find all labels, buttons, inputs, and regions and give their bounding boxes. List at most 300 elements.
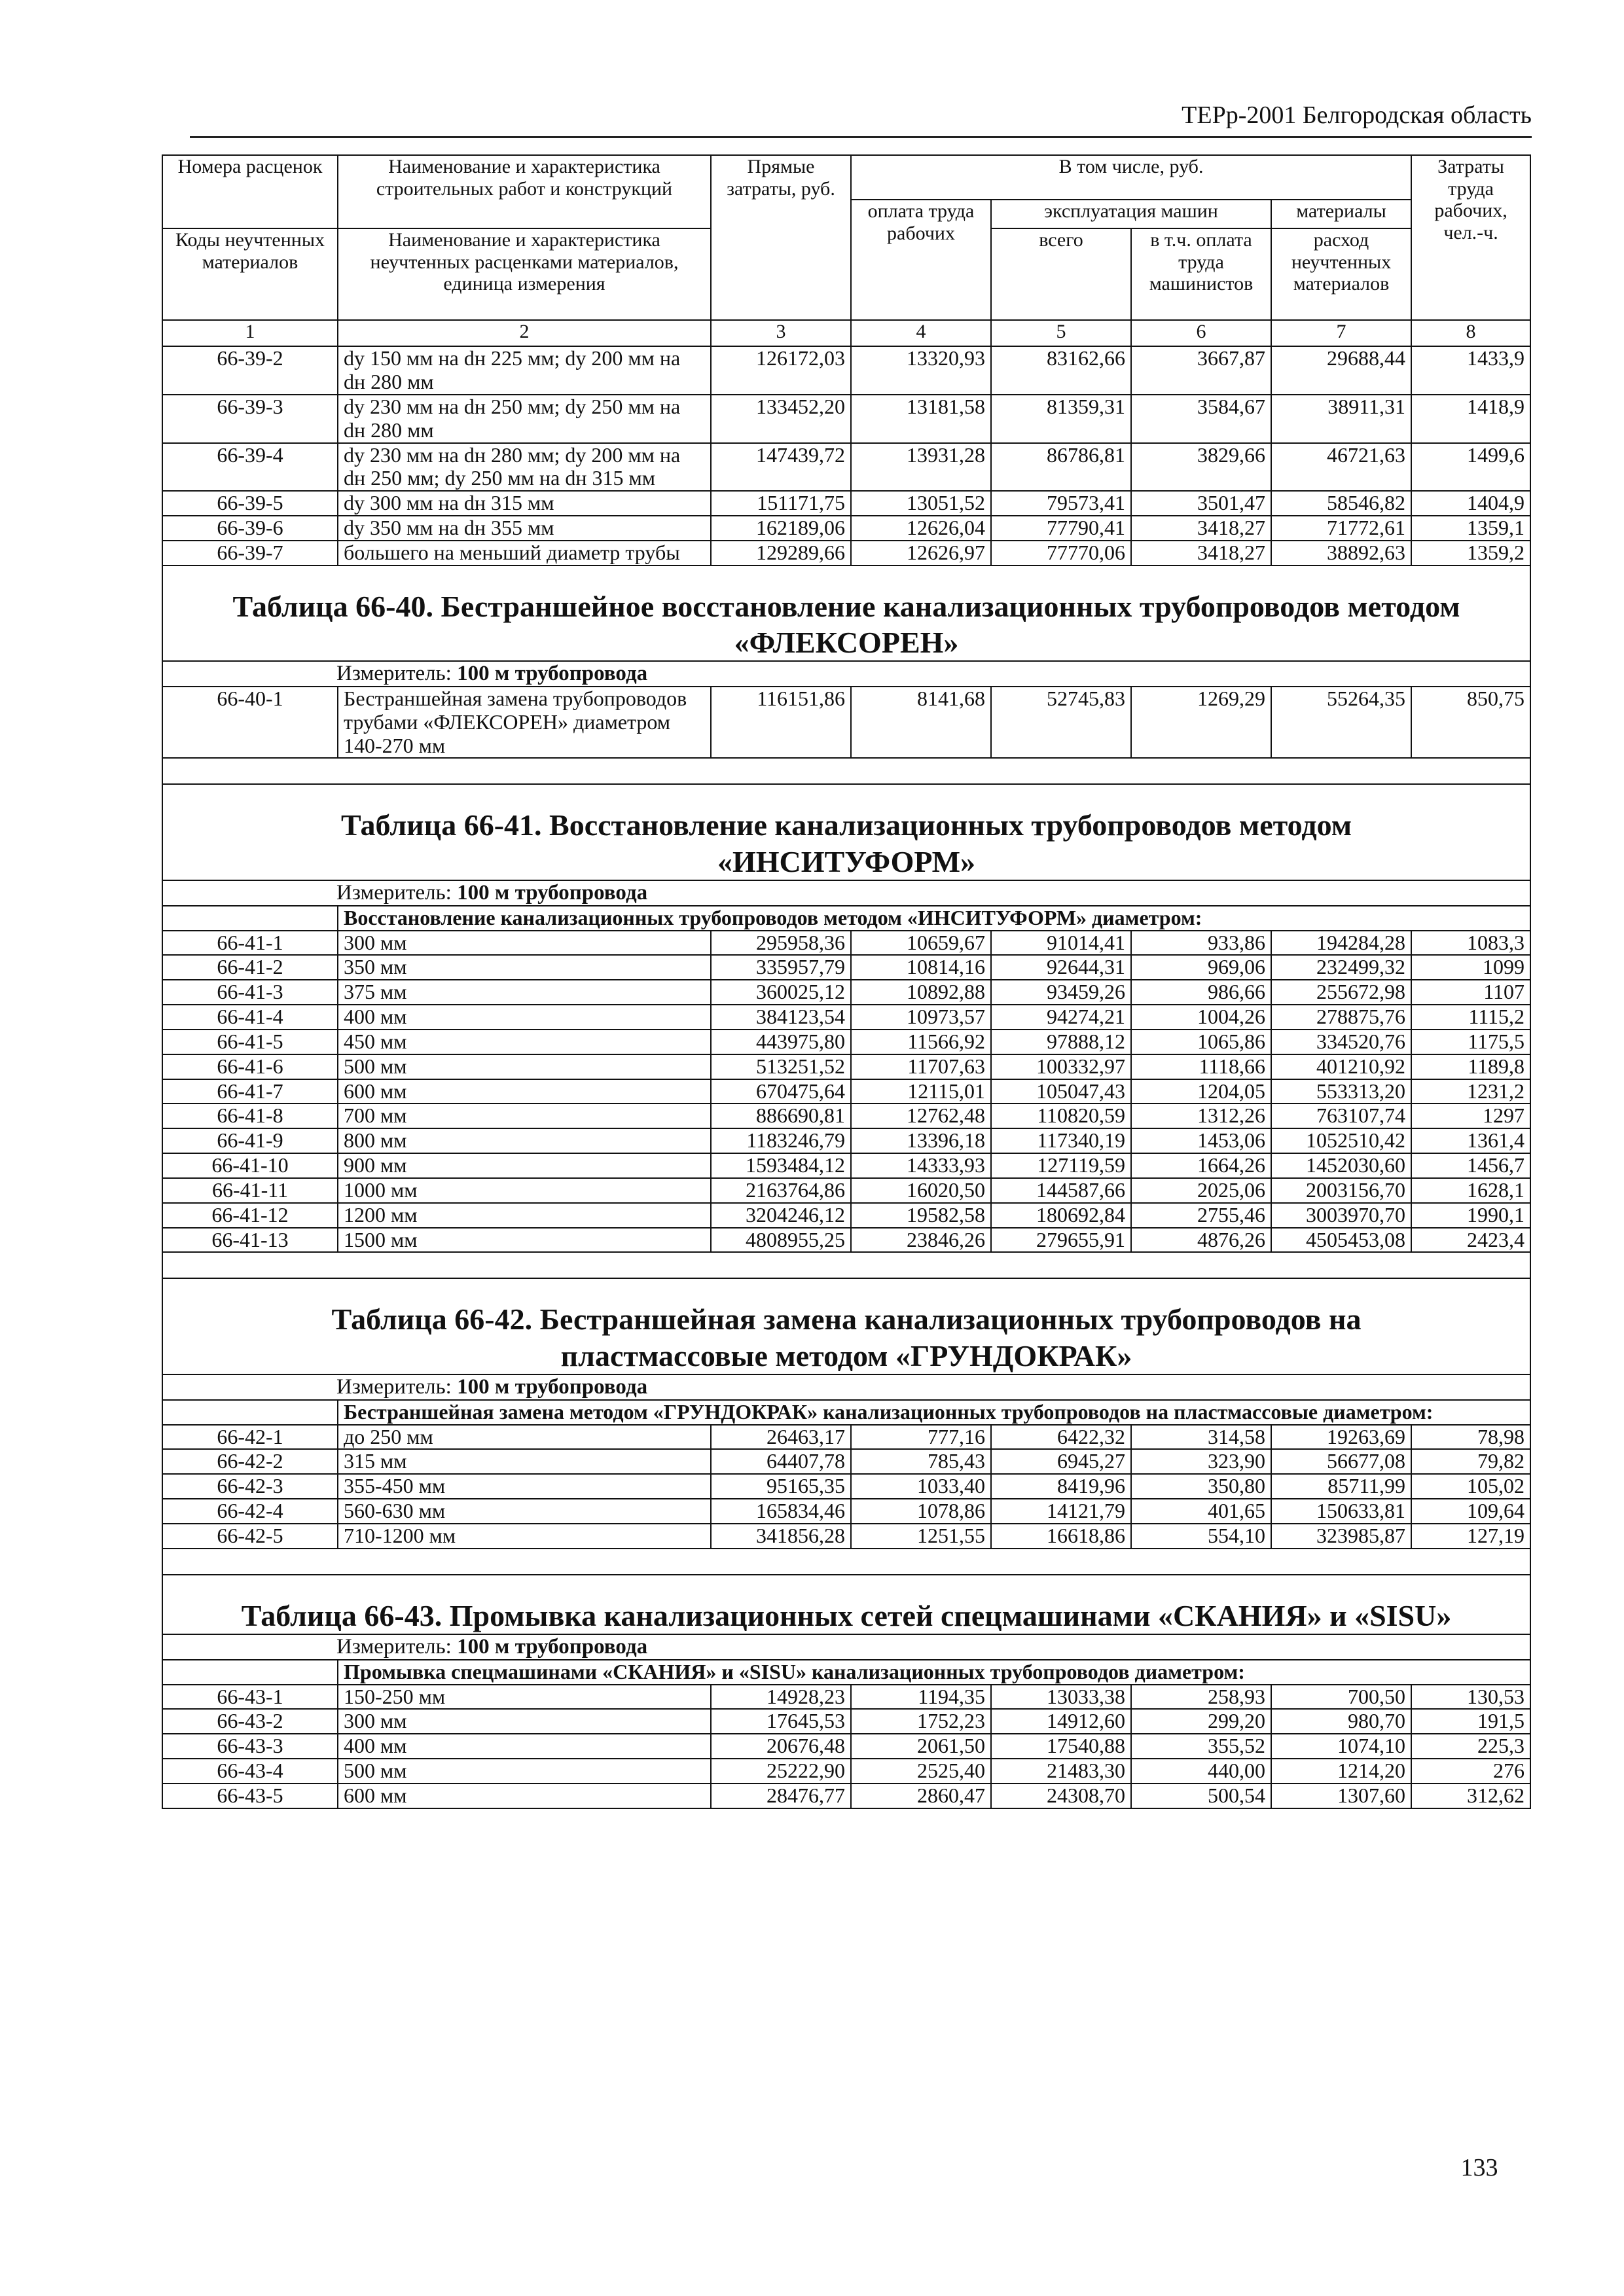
operator-pay: 1312,26 <box>1131 1103 1271 1128</box>
header-material-codes: Коды неучтенных материалов <box>162 228 338 320</box>
header-machines-total: всего <box>991 228 1131 320</box>
direct-costs: 670475,64 <box>711 1079 851 1104</box>
table-66-43-title: Таблица 66-43. Промывка канализационных сетей спецмашинами «СКАНИЯ» и «SISU» <box>162 1575 1530 1634</box>
material-costs: 194284,28 <box>1271 931 1411 956</box>
machines-total: 81359,31 <box>991 395 1131 443</box>
operator-pay: 554,10 <box>1131 1524 1271 1549</box>
table-66-43-measure: Измеритель: 100 м трубопровода <box>162 1634 1530 1660</box>
table-row <box>162 541 1530 565</box>
operator-pay: 500,54 <box>1131 1784 1271 1808</box>
worker-pay: 23846,26 <box>851 1228 991 1253</box>
machines-total: 13033,38 <box>991 1685 1131 1710</box>
material-costs: 980,70 <box>1271 1709 1411 1734</box>
worker-pay: 1078,86 <box>851 1499 991 1524</box>
table-row <box>162 1784 1530 1808</box>
direct-costs: 3204246,12 <box>711 1203 851 1228</box>
work-name: 400 мм <box>338 1734 711 1759</box>
material-costs: 46721,63 <box>1271 443 1411 492</box>
rate-code: 66-42-5 <box>162 1524 338 1549</box>
header-including-group: В том числе, руб. <box>851 155 1411 200</box>
work-name: 800 мм <box>338 1128 711 1153</box>
labor-hours: 1115,2 <box>1411 1005 1530 1030</box>
table-66-42-heading <box>162 1252 1530 1424</box>
direct-costs: 513251,52 <box>711 1054 851 1079</box>
work-name: 355-450 мм <box>338 1474 711 1499</box>
worker-pay: 10659,67 <box>851 931 991 956</box>
direct-costs: 1593484,12 <box>711 1153 851 1178</box>
table-row <box>162 1685 1530 1710</box>
material-costs: 334520,76 <box>1271 1030 1411 1054</box>
material-costs: 38911,31 <box>1271 395 1411 443</box>
worker-pay: 2061,50 <box>851 1734 991 1759</box>
labor-hours: 127,19 <box>1411 1524 1530 1549</box>
labor-hours: 1499,6 <box>1411 443 1530 492</box>
material-costs: 1214,20 <box>1271 1759 1411 1784</box>
header-materials: материалы <box>1271 200 1411 228</box>
work-name: dy 300 мм на dн 315 мм <box>338 491 711 516</box>
worker-pay: 10814,16 <box>851 955 991 980</box>
direct-costs: 147439,72 <box>711 443 851 492</box>
machines-total: 180692,84 <box>991 1203 1131 1228</box>
direct-costs: 151171,75 <box>711 491 851 516</box>
work-name: 700 мм <box>338 1103 711 1128</box>
column-number: 7 <box>1271 320 1411 346</box>
worker-pay: 1033,40 <box>851 1474 991 1499</box>
direct-costs: 360025,12 <box>711 980 851 1005</box>
labor-hours: 1175,5 <box>1411 1030 1530 1054</box>
worker-pay: 2860,47 <box>851 1784 991 1808</box>
labor-hours: 1107 <box>1411 980 1530 1005</box>
material-costs: 150633,81 <box>1271 1499 1411 1524</box>
machines-total: 21483,30 <box>991 1759 1131 1784</box>
rate-code: 66-42-1 <box>162 1425 338 1450</box>
worker-pay: 12762,48 <box>851 1103 991 1128</box>
header-worker-pay: оплата труда рабочих <box>851 200 991 320</box>
table-66-43-rows <box>162 1685 1530 1808</box>
rate-code: 66-41-11 <box>162 1178 338 1203</box>
table-row <box>162 1103 1530 1128</box>
direct-costs: 2163764,86 <box>711 1178 851 1203</box>
rate-code: 66-41-1 <box>162 931 338 956</box>
table-row <box>162 491 1530 516</box>
operator-pay: 299,20 <box>1131 1709 1271 1734</box>
labor-hours: 1359,1 <box>1411 516 1530 541</box>
work-name: 315 мм <box>338 1449 711 1474</box>
table-row <box>162 1005 1530 1030</box>
machines-total: 83162,66 <box>991 346 1131 395</box>
direct-costs: 116151,86 <box>711 687 851 758</box>
header-machines: эксплуатация машин <box>991 200 1271 228</box>
operator-pay: 933,86 <box>1131 931 1271 956</box>
work-name: 500 мм <box>338 1759 711 1784</box>
operator-pay: 986,66 <box>1131 980 1271 1005</box>
table-66-40-measure: Измеритель: 100 м трубопровода <box>162 661 1530 687</box>
direct-costs: 162189,06 <box>711 516 851 541</box>
machines-total: 91014,41 <box>991 931 1131 956</box>
worker-pay: 1194,35 <box>851 1685 991 1710</box>
labor-hours: 1990,1 <box>1411 1203 1530 1228</box>
labor-hours: 191,5 <box>1411 1709 1530 1734</box>
rate-code: 66-41-4 <box>162 1005 338 1030</box>
labor-hours: 1433,9 <box>1411 346 1530 395</box>
worker-pay: 785,43 <box>851 1449 991 1474</box>
table-row <box>162 395 1530 443</box>
direct-costs: 28476,77 <box>711 1784 851 1808</box>
work-name: 600 мм <box>338 1079 711 1104</box>
labor-hours: 1083,3 <box>1411 931 1530 956</box>
rate-code: 66-41-5 <box>162 1030 338 1054</box>
labor-hours: 1418,9 <box>1411 395 1530 443</box>
machines-total: 77790,41 <box>991 516 1131 541</box>
direct-costs: 443975,80 <box>711 1030 851 1054</box>
table-row <box>162 687 1530 758</box>
operator-pay: 440,00 <box>1131 1759 1271 1784</box>
material-costs: 3003970,70 <box>1271 1203 1411 1228</box>
machines-total: 6422,32 <box>991 1425 1131 1450</box>
direct-costs: 295958,36 <box>711 931 851 956</box>
direct-costs: 133452,20 <box>711 395 851 443</box>
material-costs: 56677,08 <box>1271 1449 1411 1474</box>
material-costs: 553313,20 <box>1271 1079 1411 1104</box>
work-name: 560-630 мм <box>338 1499 711 1524</box>
table-row <box>162 1030 1530 1054</box>
worker-pay: 13931,28 <box>851 443 991 492</box>
table-row <box>162 346 1530 395</box>
labor-hours: 1231,2 <box>1411 1079 1530 1104</box>
rate-code: 66-39-5 <box>162 491 338 516</box>
machines-total: 17540,88 <box>991 1734 1131 1759</box>
column-number: 3 <box>711 320 851 346</box>
material-costs: 1452030,60 <box>1271 1153 1411 1178</box>
table-row <box>162 1734 1530 1759</box>
operator-pay: 4876,26 <box>1131 1228 1271 1253</box>
worker-pay: 13396,18 <box>851 1128 991 1153</box>
table-row <box>162 1499 1530 1524</box>
labor-hours: 1297 <box>1411 1103 1530 1128</box>
machines-total: 6945,27 <box>991 1449 1131 1474</box>
machines-total: 117340,19 <box>991 1128 1131 1153</box>
table-row <box>162 1524 1530 1549</box>
machines-total: 24308,70 <box>991 1784 1131 1808</box>
work-name: 1500 мм <box>338 1228 711 1253</box>
operator-pay: 1269,29 <box>1131 687 1271 758</box>
rate-code: 66-39-2 <box>162 346 338 395</box>
rate-code: 66-41-9 <box>162 1128 338 1153</box>
machines-total: 86786,81 <box>991 443 1131 492</box>
work-name: Бестраншейная замена трубопроводов трубами «ФЛЕКСОРЕН» диаметром 140-270 мм <box>338 687 711 758</box>
column-number: 1 <box>162 320 338 346</box>
table-66-42-rows <box>162 1425 1530 1549</box>
machines-total: 127119,59 <box>991 1153 1131 1178</box>
column-number-row <box>162 320 1530 346</box>
table-row <box>162 1709 1530 1734</box>
labor-hours: 1361,4 <box>1411 1128 1530 1153</box>
column-number: 6 <box>1131 320 1271 346</box>
rate-code: 66-41-12 <box>162 1203 338 1228</box>
column-number: 5 <box>991 320 1131 346</box>
rate-code: 66-41-13 <box>162 1228 338 1253</box>
worker-pay: 1752,23 <box>851 1709 991 1734</box>
header-labor-costs: Затраты труда рабочих, чел.-ч. <box>1411 155 1530 320</box>
table-66-39-rows <box>162 346 1530 565</box>
worker-pay: 12115,01 <box>851 1079 991 1104</box>
rate-code: 66-43-5 <box>162 1784 338 1808</box>
work-name: 375 мм <box>338 980 711 1005</box>
worker-pay: 1251,55 <box>851 1524 991 1549</box>
operator-pay: 323,90 <box>1131 1449 1271 1474</box>
header-material-names: Наименование и характеристика неучтенных расценками материалов, единица измерения <box>338 228 711 320</box>
header-material-usage: расход неучтенных материалов <box>1271 228 1411 320</box>
material-costs: 278875,76 <box>1271 1005 1411 1030</box>
direct-costs: 17645,53 <box>711 1709 851 1734</box>
labor-hours: 225,3 <box>1411 1734 1530 1759</box>
machines-total: 14912,60 <box>991 1709 1131 1734</box>
direct-costs: 886690,81 <box>711 1103 851 1128</box>
machines-total: 77770,06 <box>991 541 1131 565</box>
work-name: 500 мм <box>338 1054 711 1079</box>
rate-code: 66-41-7 <box>162 1079 338 1104</box>
direct-costs: 129289,66 <box>711 541 851 565</box>
worker-pay: 13051,52 <box>851 491 991 516</box>
work-name: 400 мм <box>338 1005 711 1030</box>
table-row <box>162 1153 1530 1178</box>
rate-code: 66-41-10 <box>162 1153 338 1178</box>
machines-total: 93459,26 <box>991 980 1131 1005</box>
table-row <box>162 443 1530 492</box>
table-66-40-title: Таблица 66-40. Бестраншейное восстановление канализационных трубопроводов методом «ФЛЕКСОРЕН» <box>162 565 1530 661</box>
rate-code: 66-43-1 <box>162 1685 338 1710</box>
work-name: 600 мм <box>338 1784 711 1808</box>
operator-pay: 350,80 <box>1131 1474 1271 1499</box>
worker-pay: 13320,93 <box>851 346 991 395</box>
rate-code: 66-42-3 <box>162 1474 338 1499</box>
rate-code: 66-39-4 <box>162 443 338 492</box>
machines-total: 279655,91 <box>991 1228 1131 1253</box>
material-costs: 85711,99 <box>1271 1474 1411 1499</box>
machines-total: 94274,21 <box>991 1005 1131 1030</box>
rate-code: 66-39-7 <box>162 541 338 565</box>
labor-hours: 1189,8 <box>1411 1054 1530 1079</box>
table-row <box>162 1079 1530 1104</box>
operator-pay: 3584,67 <box>1131 395 1271 443</box>
operator-pay: 401,65 <box>1131 1499 1271 1524</box>
worker-pay: 777,16 <box>851 1425 991 1450</box>
material-costs: 232499,32 <box>1271 955 1411 980</box>
rate-code: 66-42-4 <box>162 1499 338 1524</box>
labor-hours: 850,75 <box>1411 687 1530 758</box>
work-name: 900 мм <box>338 1153 711 1178</box>
table-66-41-title: Таблица 66-41. Восстановление канализационных трубопроводов методом «ИНСИТУФОРМ» <box>162 784 1530 880</box>
table-row <box>162 1425 1530 1450</box>
table-66-42-group: Бестраншейная замена методом «ГРУНДОКРАК» канализационных трубопроводов на пластмассовые диаметром: <box>338 1400 1530 1425</box>
work-name: 350 мм <box>338 955 711 980</box>
table-row <box>162 1228 1530 1253</box>
direct-costs: 64407,78 <box>711 1449 851 1474</box>
rate-code: 66-43-3 <box>162 1734 338 1759</box>
column-number: 4 <box>851 320 991 346</box>
worker-pay: 10892,88 <box>851 980 991 1005</box>
worker-pay: 19582,58 <box>851 1203 991 1228</box>
direct-costs: 126172,03 <box>711 346 851 395</box>
direct-costs: 341856,28 <box>711 1524 851 1549</box>
operator-pay: 2025,06 <box>1131 1178 1271 1203</box>
labor-hours: 78,98 <box>1411 1425 1530 1450</box>
work-name: 1200 мм <box>338 1203 711 1228</box>
table-row <box>162 1759 1530 1784</box>
work-name: большего на меньший диаметр трубы <box>338 541 711 565</box>
worker-pay: 2525,40 <box>851 1759 991 1784</box>
rate-code: 66-39-6 <box>162 516 338 541</box>
labor-hours: 1404,9 <box>1411 491 1530 516</box>
table-row <box>162 516 1530 541</box>
header-operator-pay: в т.ч. оплата труда машинистов <box>1131 228 1271 320</box>
rate-code: 66-40-1 <box>162 687 338 758</box>
labor-hours: 1099 <box>1411 955 1530 980</box>
labor-hours: 276 <box>1411 1759 1530 1784</box>
direct-costs: 384123,54 <box>711 1005 851 1030</box>
material-costs: 19263,69 <box>1271 1425 1411 1450</box>
header-direct-costs: Прямые затраты, руб. <box>711 155 851 320</box>
material-costs: 1307,60 <box>1271 1784 1411 1808</box>
worker-pay: 16020,50 <box>851 1178 991 1203</box>
operator-pay: 355,52 <box>1131 1734 1271 1759</box>
rate-code: 66-41-8 <box>162 1103 338 1128</box>
direct-costs: 25222,90 <box>711 1759 851 1784</box>
operator-pay: 1065,86 <box>1131 1030 1271 1054</box>
table-row <box>162 1203 1530 1228</box>
material-costs: 323985,87 <box>1271 1524 1411 1549</box>
operator-pay: 969,06 <box>1131 955 1271 980</box>
rate-code: 66-43-4 <box>162 1759 338 1784</box>
table-66-40-heading <box>162 565 1530 687</box>
material-costs: 58546,82 <box>1271 491 1411 516</box>
rate-code: 66-41-2 <box>162 955 338 980</box>
direct-costs: 165834,46 <box>711 1499 851 1524</box>
work-name: dy 150 мм на dн 225 мм; dy 200 мм на dн 280 мм <box>338 346 711 395</box>
operator-pay: 258,93 <box>1131 1685 1271 1710</box>
worker-pay: 11566,92 <box>851 1030 991 1054</box>
labor-hours: 1628,1 <box>1411 1178 1530 1203</box>
table-row <box>162 1128 1530 1153</box>
worker-pay: 10973,57 <box>851 1005 991 1030</box>
direct-costs: 14928,23 <box>711 1685 851 1710</box>
header-rate-numbers: Номера расценок <box>162 155 338 200</box>
operator-pay: 314,58 <box>1131 1425 1271 1450</box>
direct-costs: 1183246,79 <box>711 1128 851 1153</box>
header-work-name: Наименование и характеристика строительных работ и конструкций <box>338 155 711 200</box>
table-66-40-rows <box>162 687 1530 758</box>
machines-total: 92644,31 <box>991 955 1131 980</box>
work-name: 300 мм <box>338 931 711 956</box>
machines-total: 105047,43 <box>991 1079 1131 1104</box>
direct-costs: 20676,48 <box>711 1734 851 1759</box>
labor-hours: 79,82 <box>1411 1449 1530 1474</box>
table-66-41-heading <box>162 758 1530 930</box>
direct-costs: 335957,79 <box>711 955 851 980</box>
worker-pay: 12626,97 <box>851 541 991 565</box>
operator-pay: 3829,66 <box>1131 443 1271 492</box>
material-costs: 55264,35 <box>1271 687 1411 758</box>
direct-costs: 4808955,25 <box>711 1228 851 1253</box>
operator-pay: 1004,26 <box>1131 1005 1271 1030</box>
table-66-42-title: Таблица 66-42. Бестраншейная замена канализационных трубопроводов на пластмассовые методом «ГРУНДОКРАК» <box>162 1278 1530 1374</box>
table-66-43-heading <box>162 1549 1530 1685</box>
table-row <box>162 1474 1530 1499</box>
material-costs: 1052510,42 <box>1271 1128 1411 1153</box>
work-name: до 250 мм <box>338 1425 711 1450</box>
machines-total: 144587,66 <box>991 1178 1131 1203</box>
column-number: 8 <box>1411 320 1530 346</box>
table-66-43-group: Промывка спецмашинами «СКАНИЯ» и «SISU» канализационных трубопроводов диаметром: <box>338 1660 1530 1685</box>
rate-code: 66-41-6 <box>162 1054 338 1079</box>
table-row <box>162 955 1530 980</box>
work-name: dy 230 мм на dн 250 мм; dy 250 мм на dн 280 мм <box>338 395 711 443</box>
page-header: ТЕРр-2001 Белгородская область <box>190 97 1532 138</box>
work-name: 710-1200 мм <box>338 1524 711 1549</box>
operator-pay: 1664,26 <box>1131 1153 1271 1178</box>
work-name: dy 350 мм на dн 355 мм <box>338 516 711 541</box>
table-row <box>162 980 1530 1005</box>
rates-table <box>162 154 1531 1809</box>
material-costs: 700,50 <box>1271 1685 1411 1710</box>
worker-pay: 13181,58 <box>851 395 991 443</box>
table-row <box>162 1449 1530 1474</box>
worker-pay: 12626,04 <box>851 516 991 541</box>
labor-hours: 130,53 <box>1411 1685 1530 1710</box>
table-66-42-measure: Измеритель: 100 м трубопровода <box>162 1374 1530 1400</box>
labor-hours: 312,62 <box>1411 1784 1530 1808</box>
rate-code: 66-39-3 <box>162 395 338 443</box>
table-row <box>162 1054 1530 1079</box>
material-costs: 2003156,70 <box>1271 1178 1411 1203</box>
table-row <box>162 931 1530 956</box>
operator-pay: 1453,06 <box>1131 1128 1271 1153</box>
material-costs: 255672,98 <box>1271 980 1411 1005</box>
worker-pay: 14333,93 <box>851 1153 991 1178</box>
direct-costs: 95165,35 <box>711 1474 851 1499</box>
machines-total: 14121,79 <box>991 1499 1131 1524</box>
work-name: 300 мм <box>338 1709 711 1734</box>
labor-hours: 109,64 <box>1411 1499 1530 1524</box>
work-name: dy 230 мм на dн 280 мм; dy 200 мм на dн 250 мм; dy 250 мм на dн 315 мм <box>338 443 711 492</box>
direct-costs: 26463,17 <box>711 1425 851 1450</box>
machines-total: 8419,96 <box>991 1474 1131 1499</box>
operator-pay: 3501,47 <box>1131 491 1271 516</box>
machines-total: 110820,59 <box>991 1103 1131 1128</box>
machines-total: 79573,41 <box>991 491 1131 516</box>
machines-total: 100332,97 <box>991 1054 1131 1079</box>
labor-hours: 1359,2 <box>1411 541 1530 565</box>
machines-total: 16618,86 <box>991 1524 1131 1549</box>
material-costs: 29688,44 <box>1271 346 1411 395</box>
page-number: 133 <box>1460 2154 1498 2181</box>
table-66-41-group: Восстановление канализационных трубопроводов методом «ИНСИТУФОРМ» диаметром: <box>338 906 1530 931</box>
table-66-41-rows <box>162 931 1530 1253</box>
material-costs: 1074,10 <box>1271 1734 1411 1759</box>
work-name: 150-250 мм <box>338 1685 711 1710</box>
machines-total: 52745,83 <box>991 687 1131 758</box>
material-costs: 38892,63 <box>1271 541 1411 565</box>
operator-pay: 3667,87 <box>1131 346 1271 395</box>
work-name: 450 мм <box>338 1030 711 1054</box>
worker-pay: 11707,63 <box>851 1054 991 1079</box>
operator-pay: 2755,46 <box>1131 1203 1271 1228</box>
material-costs: 4505453,08 <box>1271 1228 1411 1253</box>
column-number: 2 <box>338 320 711 346</box>
material-costs: 401210,92 <box>1271 1054 1411 1079</box>
labor-hours: 105,02 <box>1411 1474 1530 1499</box>
operator-pay: 3418,27 <box>1131 516 1271 541</box>
